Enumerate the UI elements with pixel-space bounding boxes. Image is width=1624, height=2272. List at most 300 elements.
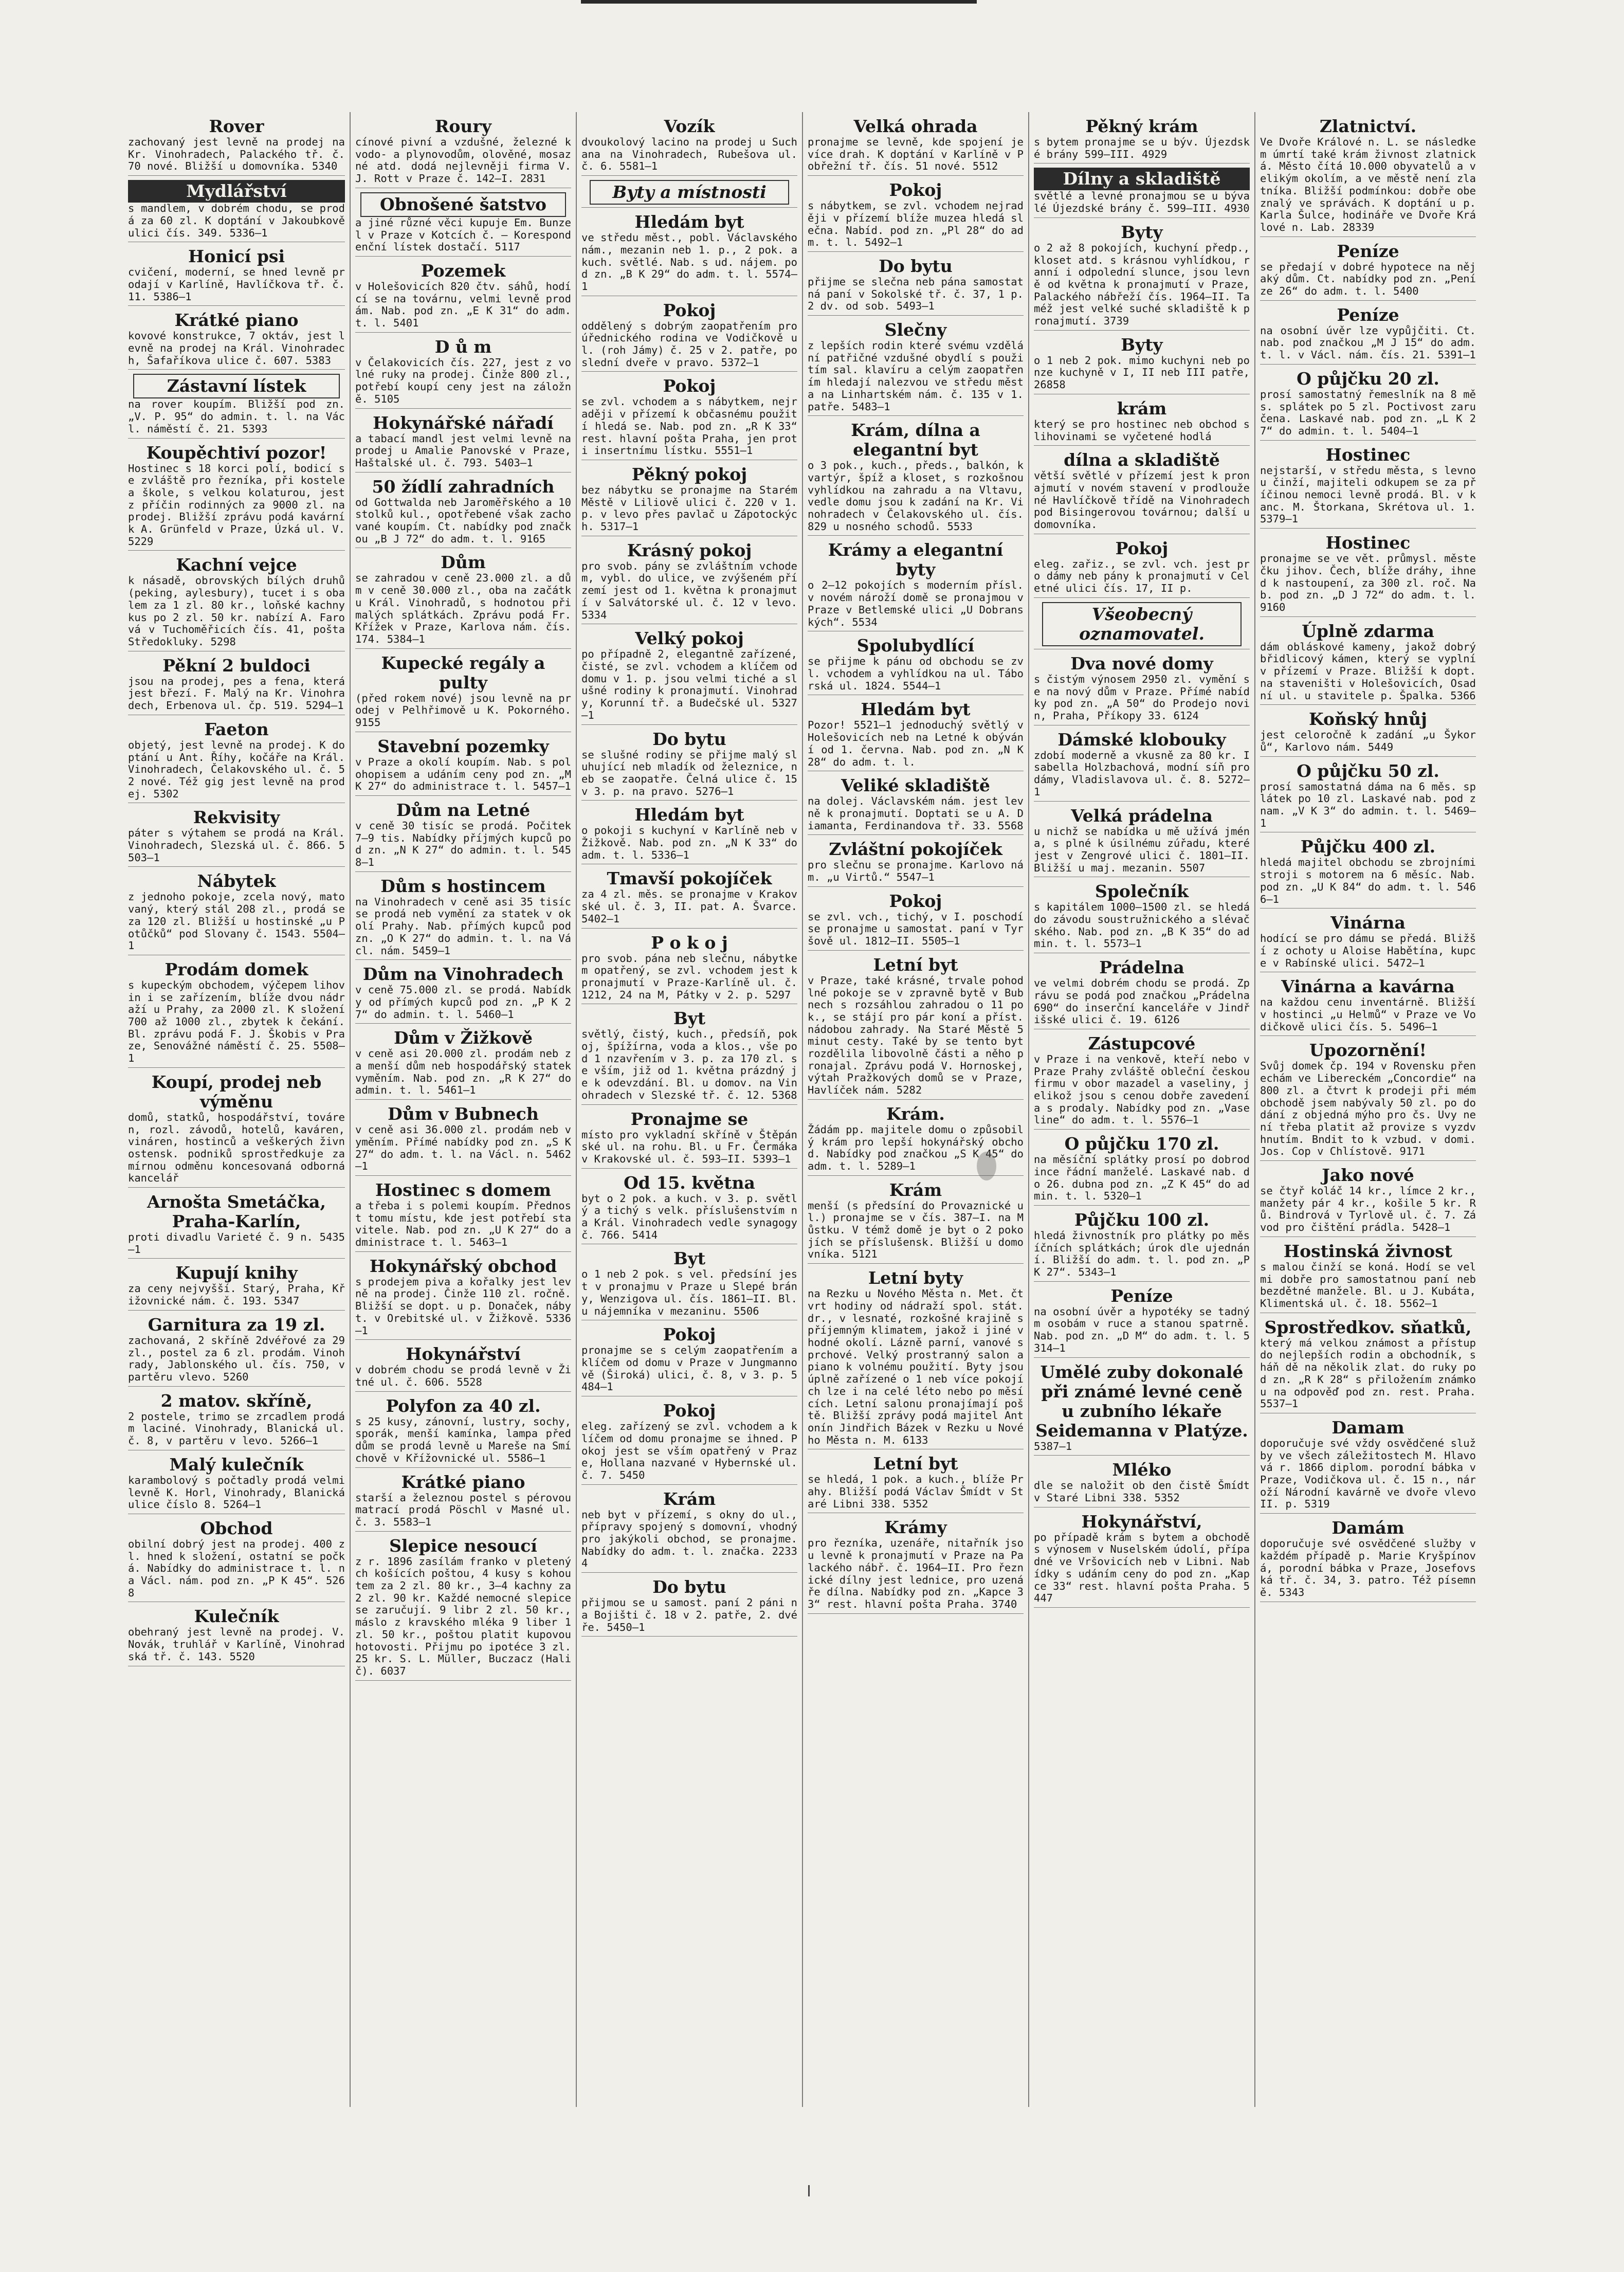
ad-heading: Do bytu: [652, 1577, 726, 1597]
ad-text: v ceně asi 36.000 zl. prodám neb vyměním. Přímé nabídky pod zn. „S K 27“ do adm. t. l. na Václ. n. 5462—1: [355, 1123, 571, 1173]
classified-ad: [581, 1009, 797, 1104]
ad-heading: O půjčku 50 zl.: [1297, 760, 1439, 781]
ad-heading: Kachní vejce: [176, 555, 297, 575]
ad-heading: Vinárna: [1330, 913, 1406, 933]
classified-ad: [581, 1110, 797, 1169]
classified-ad: [808, 180, 1024, 252]
ad-heading: Krám, dílna a elegantní byt: [851, 420, 980, 460]
ad-text: doporučuje své vždy osvědčené služby ve všech záležitostech M. Hlavová r. 1866 diplom. porodní bábka v Praze, Vodičkova ul. č. 15 n., nároží Národní kavárně ve dvoře vlevo II. p. 5319: [1260, 1437, 1476, 1511]
classified-ad: [355, 653, 571, 732]
classified-ad: [355, 1028, 571, 1100]
ad-text: na Rezku u Nového Města n. Met. čtvrt hodiny od nádraží spol. stát. dr., v lesnaté, rozkošné krajině s příjemným klimatem, jakož i jiné vhodné okolí. Lázně parní, vanové sprchové. Velký prostranný salon a piano k volnému použití. Byty jsou úplně zařízené o 1 neb více pokojích lze i na celé léto nebo po měsících. Letní salonu pronajímají poště. Bližší zprávy podá majitel Antonín Jindřich Bázek v Rezku u Nového Města n. M. 6133: [808, 1287, 1024, 1446]
ad-divider: [128, 550, 345, 551]
ad-divider: [1260, 1513, 1476, 1514]
top-edge-bar: [581, 0, 977, 4]
ad-heading: Všeobecný oznamovatel.: [1042, 602, 1242, 646]
ad-heading: krám: [1117, 398, 1167, 419]
ad-heading: Honicí psi: [188, 246, 285, 267]
ad-text: cvičení, moderní, se hned levně prodají v Karlíně, Havlíčkova tř. č. 11. 5386—1: [128, 266, 345, 303]
ad-divider: [1034, 217, 1250, 218]
ad-text: s prodejem piva a kořalky jest levně na prodej. Činže 110 zl. ročně. Bližší se dopt. u p. Donaček, nábyt. v Orebitské ul. v Žižkově. 5336—1: [355, 1275, 571, 1337]
classified-ad: [128, 247, 345, 306]
classified-ad: [355, 801, 571, 872]
ad-heading: Pronajme se: [630, 1108, 749, 1129]
ad-heading: 50 žídlí zahradních: [372, 476, 555, 497]
classified-ad: [355, 1344, 571, 1391]
ad-heading: Dům: [441, 552, 486, 573]
ad-divider: [581, 207, 797, 208]
classified-ad: [1260, 837, 1476, 908]
ad-heading: Dva nové domy: [1070, 653, 1213, 674]
classified-ad: [808, 840, 1024, 886]
classified-ad: [1260, 761, 1476, 833]
ad-text: pronajme se s celým zaopatřením a klíčem od domu v Praze v Jungmannově (Široká) ulici, č. 8, v 3. p. 5484—1: [581, 1344, 797, 1393]
ad-heading: Hokynářské nářadí: [373, 412, 554, 433]
classified-ad: [355, 553, 571, 648]
ad-heading: Obchod: [200, 1518, 273, 1538]
ad-divider: [808, 175, 1024, 176]
page-mark: [808, 2185, 810, 2196]
ad-divider: [128, 1187, 345, 1188]
classified-ad: [581, 730, 797, 801]
ad-text: karambolový s počtadly prodá velmi levně K. Horl, Vinohrady, Blanická ulice číslo 8. 5264—1: [128, 1474, 345, 1511]
ad-text: hledá majitel obchodu se zbrojními stroji s motorem na 6 měsíc. Nab. pod zn. „U K 84“ do adm. t. l. 5466—1: [1260, 856, 1476, 905]
ad-divider: [1260, 1035, 1476, 1036]
ad-text: pronajme se ve vět. průmysl. městečku jihov. Čech, blíže dráhy, ihned k nastoupení, za 300 zl. roč. Nab. pod zn. „D J 72“ do adm. t. l. 9160: [1260, 552, 1476, 613]
ad-heading: Upozornění!: [1309, 1040, 1427, 1061]
ad-text: o 2 až 8 pokojích, kuchyní předp., kloset atd. s krásnou vyhlídkou, ranní i odpolední slunce, jsou levně od května k pronajmutí v Praze, Palackého nábřeží čís. 1964—II. Taméž jest velké suché skladiště k pronajmutí. 3739: [1034, 241, 1250, 328]
ad-heading: Hokynářství,: [1081, 1511, 1202, 1532]
classified-ad: [355, 192, 571, 257]
classified-ad: [128, 1519, 345, 1603]
ad-heading: Veliké skladiště: [841, 775, 990, 796]
ad-heading: 2 matov. skříně,: [160, 1390, 313, 1411]
ad-divider: [355, 959, 571, 960]
ad-heading: Peníze: [1110, 1285, 1173, 1306]
classified-ad: [581, 629, 797, 724]
classified-ad: [1260, 117, 1476, 237]
ad-divider: [581, 371, 797, 372]
ad-divider: [1034, 330, 1250, 331]
ad-divider: [808, 1613, 1024, 1614]
ad-text: objetý, jest levně na prodej. K doptání u Ant. Říhy, kočáře na Král. Vinohradech, Čelakovského ul. č. 52 nové. Též gig jest levně na prodej. 5302: [128, 738, 345, 800]
ad-divider: [128, 1386, 345, 1387]
classified-ad: [1260, 622, 1476, 705]
ad-text: se slušné rodiny se přijme malý sluhující neb mladík od železnice, neb se zaopatře. Čelná ulice č. 15 v 3. p. na pravo. 5276—1: [581, 748, 797, 797]
classified-ad: [808, 1268, 1024, 1449]
ad-heading: Krámy a elegantní byty: [828, 540, 1003, 580]
classified-ad: [355, 1473, 571, 1532]
ad-heading: Umělé zuby dokonalé při známé levné ceně u zubního lékaře Seidemanna v Platýze.: [1035, 1361, 1248, 1441]
classified-ad: [808, 892, 1024, 951]
ad-text: 2 postele, trimo se zrcadlem prodám laciné. Vinohrady, Blanická ul. č. 8, v partěru v levo. 5266—1: [128, 1410, 345, 1447]
ad-text: se hledá, 1 pok. a kuch., blíže Prahy. Bližší podá Václav Šmídt v Staré Libni 338. 5352: [808, 1473, 1024, 1510]
ad-heading: Spolubydlící: [856, 635, 975, 656]
ad-text: se přijme k pánu od obchodu se zvl. vchodem a vyhlídkou na ul. Táborská ul. 1824. 5544—1: [808, 655, 1024, 692]
classified-ad: [1260, 977, 1476, 1036]
ad-divider: [1034, 445, 1250, 446]
ad-text: 5387—1: [1034, 1440, 1072, 1452]
classified-ad: [808, 955, 1024, 1100]
ad-divider: [355, 1391, 571, 1392]
ad-text: u nichž se nabídka u mě užívá jména, s plné k úsilnému zúřadu, které jest v Zengrové ulici č. 1801—II. Bližší u maj. mezanin. 5507: [1034, 825, 1250, 874]
ad-heading: Hokynářství: [406, 1344, 521, 1365]
ad-divider: [808, 1263, 1024, 1264]
classified-ad: [128, 555, 345, 651]
ad-heading: Pokoj: [663, 376, 716, 396]
ad-divider: [581, 724, 797, 725]
ad-heading: Zlatnictví.: [1319, 116, 1417, 136]
ad-text: větší světlé v přízemí jest k pronajmutí v novém stavení v prodloužené Havlíčkově třídě na Vinohradech pod Bisingerovou továrnou; další u domovníka.: [1034, 469, 1250, 531]
ad-heading: Dílny a skladiště: [1034, 168, 1250, 190]
ad-text: a tabací mandl jest velmi levně na prodej u Amalie Panovské v Praze, Haštalské ul. č. 793. 5403—1: [355, 432, 571, 469]
ad-divider: [581, 1572, 797, 1573]
classified-ad: [1034, 806, 1250, 878]
ad-heading: O půjčku 20 zl.: [1297, 368, 1439, 389]
classified-ad: [1034, 1512, 1250, 1608]
classified-ad: [355, 477, 571, 549]
ad-text: pro slečnu se pronajme. Karlovo nám. „u Virtů.“ 5547—1: [808, 859, 1024, 884]
ad-text: zdobí moderně a vkusně za 80 kr. Isabella Holzbachová, modní síň pro dámy, Vladislavova ul. č. 8. 5272—1: [1034, 749, 1250, 798]
ad-divider: [355, 408, 571, 409]
classified-ad: [355, 1180, 571, 1252]
classified-ad: [808, 540, 1024, 631]
ad-heading: Kulečník: [194, 1606, 279, 1627]
classified-ad: [581, 465, 797, 536]
ad-heading: Arnošta Smetáčka, Praha-Karlín,: [147, 1192, 326, 1232]
ad-heading: Nábytek: [197, 871, 276, 892]
ad-heading: Hostinec s domem: [375, 1179, 552, 1200]
classified-ad: [581, 1249, 797, 1320]
ad-text: pro svob. pána neb slečnu, nábytkem opatřený, se zvl. vchodem jest k pronajmutí v Praze-Karlíně ul. č. 1212, 24 na M, Pátky v 2. p. 5297: [581, 952, 797, 1001]
ad-text: za ceny nejvyšší. Starý, Praha, Křižovnické nám. č. 193. 5347: [128, 1282, 345, 1307]
classified-ad: [1260, 1041, 1476, 1161]
ad-heading: Mléko: [1112, 1460, 1172, 1480]
ad-text: s kapitálem 1000—1500 zl. se hledá do závodu soustružnického a slévačského. Nab. pod zn. „B K 35“ do admin. t. l. 5573—1: [1034, 901, 1250, 950]
classified-ad: [1260, 305, 1476, 365]
ad-text: se zvl. vchodem a s nábytkem, nejraději v přízemí k občasnému použití hledá se. Nab. pod zn. „R K 33“ rest. hlavní pošta Praha, jen proti insertnímu lístku. 5551—1: [581, 395, 797, 457]
ad-heading: O půjčku 170 zl.: [1064, 1134, 1219, 1154]
ink-stain: [977, 1152, 996, 1180]
ad-text: světlé a levné pronajmou se u bývalé Újezdské brány č. 599—III. 4930: [1034, 190, 1250, 215]
classified-ad: [581, 805, 797, 864]
ad-heading: Půjčku 400 zl.: [1300, 837, 1436, 857]
ad-divider: [808, 535, 1024, 536]
classified-ad: [355, 413, 571, 472]
ad-heading: Faeton: [204, 719, 269, 739]
ad-text: na osobní úvěr a hypotéky se tadným osobám v ruce a stanou spatrně. Nab. pod zn. „D M“ do adm. t. l. 5314—1: [1034, 1305, 1250, 1354]
ad-text: v ceně 75.000 zl. se prodá. Nabídky od přímých kupců pod zn. „P K 27“ do admin. t. l. 5460—1: [355, 984, 571, 1021]
ad-heading: Úplně zdarma: [1302, 621, 1434, 641]
ad-text: od Gottwalda neb Jaroměřského a 10 stolků kul., opotřebené však zachované koupím. Ct. nabídky pod značkou „B J 72“ do adm. t. l. 9165: [355, 496, 571, 545]
ad-heading: Zvláštní pokojíček: [829, 839, 1002, 860]
ad-text: hodící se pro dámu se předá. Bližší z ochoty u Aloise Habětína, kupce v Rabínské ulici. 5472—1: [1260, 932, 1476, 969]
ad-divider: [128, 438, 345, 439]
ad-text: dvoukolový lacino na prodej u Suchana na Vinohradech, Rubešova ul. č. 6. 5581—1: [581, 136, 797, 173]
classified-ad: [808, 1518, 1024, 1613]
ad-divider: [355, 1023, 571, 1024]
classified-ad: [128, 656, 345, 715]
classified-ad: [581, 117, 797, 176]
ad-divider: [581, 1168, 797, 1169]
ad-heading: Pokoj: [663, 300, 716, 320]
classified-ad: [808, 117, 1024, 176]
ad-heading: Pokoj: [889, 890, 942, 911]
ad-divider: [1260, 1160, 1476, 1161]
ad-heading: Damam: [1331, 1417, 1404, 1438]
ad-text: neb byt v přízemí, s okny do ul., přípravy spojený s domovní, vhodný pro jakýkoli obchod, se pronajme. Nabídky do adm. t. l. značka. 22334: [581, 1508, 797, 1570]
ad-heading: Pěkný krám: [1085, 116, 1198, 136]
ad-heading: Velký pokoj: [635, 628, 744, 649]
ad-divider: [1034, 1357, 1250, 1358]
ad-text: doporučuje své osvědčené služby v každém případě p. Marie Kryšpínová, porodní bábka v Praze, Josefovská tř. č. 34, 3. patro. Též písemně. 5343: [1260, 1537, 1476, 1598]
ad-heading: Zástupcové: [1088, 1033, 1196, 1053]
classified-ad: [128, 808, 345, 867]
classified-ad: [128, 871, 345, 955]
ad-heading: Krámy: [884, 1517, 947, 1538]
ad-divider: [1034, 801, 1250, 802]
ad-divider: [355, 1339, 571, 1340]
ad-text: o 3 pok., kuch., předs., balkón, kvartýr, špíž a kloset, s rozkošnou vyhlídkou na zahradu a na Vltavu, vedle domu jsou k zadání na Kr. Vinohradech v Čelakovského ul. čís. 829 u nosného schodů. 5533: [808, 459, 1024, 533]
ad-text: který se pro hostinec neb obchod s lihovinami se vyčetené hodlá: [1034, 417, 1250, 443]
ad-heading: Do bytu: [652, 729, 726, 749]
ad-text: v Holešovicích 820 čtv. sáhů, hodící se na továrnu, velmi levně prodám. Nab. pod zn. „E K 31“ do adm. t. l. 5401: [355, 280, 571, 330]
ad-text: z r. 1896 zasílám franko v pletených košících poštou, 4 kusy s kohoutem za 2 zl. 80 kr., 3—4 kachny za 2 zl. 90 kr. Každé nemocné slepice se zaručují. 9 libr 2 zl. 50 kr., máslo z kravského mléka 9 liber 1 zl. 50 kr., poštou platit kupovou hotovosti. Přijmu po ipotéce 3 zl. 25 kr. S. L. Müller, Buczacz (Halič). 6037: [355, 1555, 571, 1677]
ad-text: s 25 kusy, zánovní, lustry, sochy, sporák, menší kamínka, lampa před dům se prodá levně u Mareše na Smíchově v Křížovnické ul. 5586—1: [355, 1415, 571, 1464]
ad-text: pronajme se levně, kde spojení je více drah. K doptání v Karlíně v Pobřežní tř. čís. 51 nové. 5512: [808, 136, 1024, 173]
ad-divider: [808, 950, 1024, 951]
classified-ad: [355, 337, 571, 409]
classified-columns: [123, 112, 1481, 2107]
ad-text: prosí samostatný řemeslník na 8 měs. splátek po 5 zl. Poctivost zaručena. Laskavé nab. pod zn. „L K 27“ do admin. t. l. 5404—1: [1260, 388, 1476, 437]
ad-text: ve velmi dobrém chodu se prodá. Zprávu se podá pod značkou „Prádelna 690“ do inserční kanceláře v Jindřišské ulici č. 19. 6126: [1034, 977, 1250, 1026]
classified-ad: [808, 421, 1024, 536]
classified-ad: [581, 1401, 797, 1485]
ad-heading: Letní byt: [873, 1453, 958, 1474]
ad-heading: Letní byt: [873, 954, 958, 975]
ad-text: s nábytkem, se zvl. vchodem nejraději v přízemí blíže muzea hledá slečna. Nabíd. pod zn. „Pl 28“ do adm. t. l. 5492—1: [808, 199, 1024, 249]
ad-divider: [1260, 440, 1476, 441]
classified-ad: [581, 376, 797, 460]
classified-ad: [1260, 369, 1476, 441]
ad-heading: Koupěchtiví pozor!: [146, 442, 327, 463]
classified-ad: [808, 320, 1024, 416]
classified-ad: [128, 1391, 345, 1450]
column-2: [350, 112, 576, 2107]
ad-heading: Peníze: [1337, 304, 1399, 325]
ad-divider: [128, 866, 345, 867]
ad-text: v Praze, také krásné, trvale pohodlné pokoje se v zpravně bytě v Bubnech s rozsáhlou zahradou o 11 pok., se stájí pro pár koní a příst. nádobou zahrady. Na Staré Městě 5 minut cesty. Také by se tento byt rozdělila libovolně části a něho pronajal. Zprávu podá V. Hornoskej, výtah Pražkových domů se v Praze, Havlíček nám. 5282: [808, 974, 1024, 1097]
ad-heading: Garnitura za 19 zl.: [148, 1314, 325, 1335]
ad-heading: Vinárna a kavárna: [1281, 976, 1455, 997]
ad-divider: [1034, 1455, 1250, 1456]
classified-ad: [355, 117, 571, 188]
ad-heading: Půjčku 100 zl.: [1074, 1209, 1210, 1230]
ad-heading: Dům v Žižkově: [393, 1028, 533, 1048]
ad-divider: [581, 1484, 797, 1485]
classified-ad: [581, 1489, 797, 1573]
ad-heading: Dům na Letné: [396, 799, 531, 820]
ad-divider: [1260, 528, 1476, 529]
ad-divider: [808, 886, 1024, 887]
ad-heading: Zástavní lístek: [133, 374, 340, 398]
ad-heading: Hledám byt: [861, 699, 971, 720]
ad-text: po případě krám s bytem a obchodě s výnosem v Nuselském údolí, případné ve Vršovicích neb v Libni. Nabídky s udáním ceny do pod zn. „Kapce 33“ rest. hlavní pošta Praha. 5447: [1034, 1531, 1250, 1605]
ad-divider: [355, 795, 571, 796]
ad-heading: Hokynářský obchod: [369, 1256, 557, 1276]
ad-text: v Čelakovicích čís. 227, jest z volné ruky na prodej. Činže 800 zl., potřebí koupí ceny jest na záložně. 5105: [355, 356, 571, 405]
ad-text: na Vinohradech v ceně asi 35 tisíc se prodá neb vymění za statek v okolí Prahy. Nab. přímých kupců pod zn. „O K 27“ do admin. t. l. na Václ. nám. 5459—1: [355, 895, 571, 957]
ad-divider: [1034, 1205, 1250, 1206]
ad-divider: [128, 369, 345, 370]
classified-ad: [1260, 242, 1476, 301]
classified-ad: [355, 737, 571, 796]
ad-divider: [355, 648, 571, 649]
classified-ad: [1034, 602, 1250, 649]
ad-heading: Dámské klobouky: [1057, 729, 1226, 750]
ad-text: o 2—12 pokojích s moderním přísl. v novém nároží domě se pronajmou v Praze v Betlemské ulici „U Dobranských“. 5534: [808, 579, 1024, 628]
ad-heading: Prádelna: [1099, 957, 1184, 978]
column-3: [576, 112, 802, 2107]
classified-ad: [808, 776, 1024, 835]
ad-divider: [808, 1099, 1024, 1100]
ad-text: na měsíční splátky prosí po dobrodince řádní manželé. Laskavé nab. do 26. dubna pod zn. „Z K 45“ do admin. t. l. 5320—1: [1034, 1153, 1250, 1203]
classified-ad: [128, 1192, 345, 1259]
classified-ad: [355, 261, 571, 333]
classified-ad: [1260, 710, 1476, 756]
ad-heading: Byt: [673, 1248, 706, 1269]
ad-text: se zahradou v ceně 23.000 zl. a dům v ceně 30.000 zl., oba na začátku Král. Vinohradů, s hodnotou při malých splátkách. Zprávu podá Fr. Křížek v Praze, Karlova nám. čís. 174. 5384—1: [355, 572, 571, 645]
classified-ad: [1034, 1362, 1250, 1456]
ad-text: na dolej. Václavském nám. jest levně k pronajmutí. Doptati se u A. Diamanta, Ferdinandova tř. 33. 5568: [808, 795, 1024, 832]
ad-text: se čtyř koláč 14 kr., límce 2 kr., manžety pár 4 kr., košile 5 kr. Rů. Bindrová v Tyrlově ul. č. 7. Závod pro čištění prádla. 5428—1: [1260, 1185, 1476, 1234]
ad-text: se předají v dobré hypotece na nějaký dům. Ct. nabídky pod zn. „Peníze 26“ do adm. t. l. 5400: [1260, 260, 1476, 298]
ad-text: s mandlem, v dobrém chodu, se prodá za 60 zl. K doptání v Jakoubkově ulici čís. 349. 5336—1: [128, 202, 345, 239]
classified-ad: [1034, 168, 1250, 217]
ad-text: zachovaná, 2 skříně 2dvéřové za 29 zl., postel za 6 zl. prodám. Vinohrady, Jablonského ul. čís. 750, v partěru vlevo. 5260: [128, 1334, 345, 1383]
ad-divider: [581, 800, 797, 801]
ad-divider: [355, 256, 571, 257]
ad-divider: [581, 928, 797, 929]
classified-ad: [128, 960, 345, 1068]
ad-divider: [128, 305, 345, 306]
ad-heading: Pozemek: [421, 260, 506, 281]
ad-text: Žádám pp. majitele domu o způsobilý krám pro lepší hokynářský obchod. Nabídky pod značkou „S K 45“ do adm. t. l. 5289—1: [808, 1123, 1024, 1172]
ad-divider: [808, 415, 1024, 416]
ad-heading: Sprostředkov. sňatků,: [1264, 1317, 1472, 1337]
ad-divider: [1260, 704, 1476, 705]
ad-text: dám obláskové kameny, jakož dobrý břidlicový kámen, který se vyplní v přízemí v Praze. Bližší k dopt. na staveništi v Holešovicích, Osadní ul. u stavitele p. Špalka. 5366: [1260, 640, 1476, 702]
ad-text: (před rokem nové) jsou levně na prodej v Pelhřimově u K. Pokorného. 9155: [355, 692, 571, 729]
ad-heading: Rover: [209, 116, 264, 136]
classified-ad: [1034, 654, 1250, 725]
classified-ad: [1034, 1134, 1250, 1206]
ad-heading: Od 15. května: [624, 1172, 755, 1193]
classified-ad: [128, 1315, 345, 1387]
ad-heading: Obnošené šatstvo: [360, 192, 566, 217]
ad-text: Pozor! 5521—1 jednoduchý světlý v Holešovicích neb na Letné k obývání od 1. června. Nab. pod zn. „N K 28“ do adm. t. l.: [808, 719, 1024, 768]
classified-ad: [1260, 1318, 1476, 1413]
ad-text: oddělený s dobrým zaopatřením pro úřednického rodina ve Vodičkově ul. (roh Jámy) č. 25 v 2. patře, poslední dveře v pravo. 5372—1: [581, 319, 797, 369]
ad-heading: Krám: [663, 1488, 716, 1509]
ad-divider: [1034, 1281, 1250, 1282]
ad-divider: [355, 1467, 571, 1468]
ad-divider: [355, 332, 571, 333]
ad-heading: Kupecké regály a pulty: [381, 652, 545, 693]
ad-heading: Byt: [673, 1008, 706, 1029]
classified-ad: [355, 1396, 571, 1468]
classified-ad: [355, 965, 571, 1024]
ad-divider: [355, 1099, 571, 1100]
classified-ad: [1260, 533, 1476, 617]
ad-heading: Společník: [1095, 881, 1189, 902]
ad-heading: Tmavší pokojíček: [607, 868, 772, 889]
classified-ad: [1034, 1286, 1250, 1358]
ad-text: pro řezníka, uzenáře, nitařník jsou levně k pronajmutí v Praze na Palackého nábř. č. 1964—II. Pro řeznické dílny jest lednice, pro uzenáře dílna. Nabídky pod zn. „Kapce 33“ rest. hlavní pošta Praha. 3740: [808, 1537, 1024, 1610]
classified-ad: [581, 933, 797, 1005]
ad-divider: [1260, 756, 1476, 757]
ad-text: a třeba i s polemi koupím. Přednost tomu místu, kde jest potřebí stavitele. Nab. pod zn. „U K 27“ do administrace t. l. 5463—1: [355, 1199, 571, 1249]
classified-ad: [1260, 1518, 1476, 1602]
ad-text: kovové konstrukce, 7 oktáv, jest levně na prodej na Král. Vinohradech, Šafaříkova ulice č. 607. 5383: [128, 330, 345, 367]
ad-heading: Slepice nesoucí: [389, 1535, 537, 1556]
ad-heading: Hledám byt: [634, 805, 744, 825]
ad-heading: Mydlářství: [128, 180, 345, 203]
ad-divider: [355, 1531, 571, 1532]
classified-ad: [808, 700, 1024, 771]
ad-heading: Stavební pozemky: [377, 736, 549, 756]
classified-ad: [1260, 1418, 1476, 1514]
ad-text: z lepších rodin které svému vzdělání patřičné vzdušné obydlí s použitím sal. klavíru a celým zaopatřením hledají nalezvou ve středu města na Linhartském nám. č. 135 v 1. patře. 5483—1: [808, 339, 1024, 413]
ad-text: na osobní úvěr lze vypůjčiti. Ct. nab. pod značkou „M J 15“ do adm. t. l. v Václ. nám. čís. 21. 5391—1: [1260, 324, 1476, 361]
ad-text: s čistým výnosem 2950 zl. vymění se na nový dům v Praze. Přímé nabídky pod zn. „A 50“ do Prodejo novin, Praha, Příkopy 33. 6124: [1034, 672, 1250, 722]
ad-text: jest celoročně k zadání „u Šykorů“, Karlovo nám. 5449: [1260, 729, 1476, 753]
classified-ad: [1260, 1166, 1476, 1237]
ad-text: nejstarší, v středu města, s levnou činží, majiteli odkupem se za příčinou nemoci levně prodá. Bl. v kanc. M. Štorkana, Skrétova ul. 1. 5379—1: [1260, 464, 1476, 525]
classified-ad: [128, 1263, 345, 1310]
ad-text: dle se naložit ob den čistě Šmídt v Staré Libni 338. 5352: [1034, 1479, 1250, 1504]
classified-ad: [581, 541, 797, 625]
classified-ad: [1034, 539, 1250, 598]
ad-text: páter s výtahem se prodá na Král. Vinohradech, Slezská ul. č. 866. 5503—1: [128, 827, 345, 864]
ad-heading: Velká prádelna: [1071, 805, 1213, 826]
classified-ad: [581, 301, 797, 372]
ad-heading: Byty: [1121, 222, 1163, 242]
ad-heading: Krátké piano: [401, 1471, 525, 1492]
ad-divider: [355, 1680, 571, 1681]
ad-heading: Krám.: [886, 1103, 945, 1124]
ad-text: v ceně asi 20.000 zl. prodám neb za menší dům neb hospodářský statek vyměním. Nab. pod zn. „R K 27“ do admin. t. l. 5461—1: [355, 1047, 571, 1097]
classified-ad: [128, 720, 345, 804]
ad-heading: Velká ohrada: [853, 116, 978, 136]
ad-heading: dílna a skladiště: [1064, 450, 1220, 470]
classified-ad: [1034, 335, 1250, 394]
ad-text: menší (s předsíní do Provaznické ul.) pronajme se v čís. 387—I. na Můstku. V témž domě je byt o 2 pokojích se příslušensk. Bližší u domovníka. 5121: [808, 1199, 1024, 1261]
ad-text: na každou cenu inventárně. Bližší v hostinci „u Helmů“ v Praze ve Vodičkově ulici čís. 5. 5496—1: [1260, 996, 1476, 1033]
ad-text: v Praze a okolí koupím. Nab. s polohopisem a udáním ceny pod zn. „M K 27“ do administrace t. l. 5457—1: [355, 755, 571, 793]
ad-divider: [808, 251, 1024, 252]
ad-text: v Praze i na venkově, kteří nebo v Praze Prahy zvláště obleční českou firmu v obor mazadel a vaseliny, jelikož jsou s cenou dobře zavedení a s prodaly. Nabídky pod zn. „Vaseline“ do adm. t. l. 5576—1: [1034, 1052, 1250, 1126]
ad-text: o 1 neb 2 pok. s vel. předsíní jest v pronajmu v Praze u Slepé brány, Wenzigova ul. čís. 1861—II. Bl. u nájemníka v mezaninu. 5506: [581, 1268, 797, 1317]
ad-text: z jednoho pokoje, zcela nový, matovaný, který stál 208 zl., prodá se za 120 zl. Bližší u hostinské „u Potůčků“ pod Slovany č. 1543. 5504—1: [128, 890, 345, 952]
classified-ad: [355, 1104, 571, 1176]
ad-heading: Pěkní 2 buldoci: [162, 655, 311, 676]
classified-ad: [355, 1536, 571, 1681]
ad-heading: Dům na Vinohradech: [362, 964, 564, 985]
classified-ad: [1034, 223, 1250, 331]
ad-text: světlý, čistý, kuch., předsíň, pokoj, špížírna, voda a klos., vše pod 1 nzavřením v 3. p. za 170 zl. se vším, již od 1. května prázdný je k odevzdání. Bl. u domov. na Vinohradech v Slezské tř. č. 12. 5368: [581, 1028, 797, 1101]
ad-divider: [581, 175, 797, 176]
